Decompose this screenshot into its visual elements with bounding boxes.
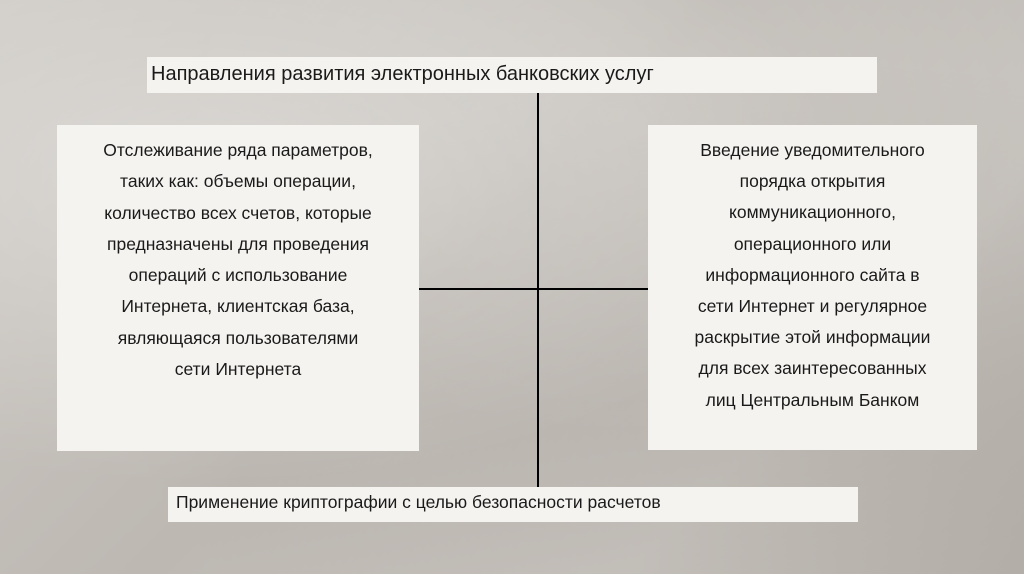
left-text-line: сети Интернета	[174, 359, 302, 380]
left-text-line: Отслеживание ряда параметров,	[103, 140, 373, 160]
right-text-line: лиц Центральным Банком	[705, 389, 920, 410]
left-text-line: предназначены для проведения	[107, 233, 369, 254]
left-text-line: количество всех счетов, которые	[104, 202, 372, 223]
bottom-direction-box	[168, 487, 858, 522]
left-direction-box	[57, 125, 419, 451]
left-text-line: операций с использование	[128, 265, 348, 286]
diagram-title-box	[147, 57, 877, 93]
right-direction-box	[648, 125, 977, 450]
right-text-line: коммуникационного,	[729, 202, 896, 223]
diagram-title: Направления развития электронных банковских услуг	[151, 63, 654, 85]
vertical-connector-line	[537, 93, 539, 489]
right-text-line: раскрытие этой информации	[694, 327, 931, 348]
right-text-line: для всех заинтересованных	[698, 358, 927, 379]
bottom-text: Применение криптографии с целью безопасности расчетов	[176, 492, 661, 512]
left-text-line: таких как: объемы операции,	[120, 171, 356, 192]
horizontal-connector-line	[419, 288, 649, 290]
right-text-line: порядка открытия	[739, 171, 886, 192]
left-text-line: Интернета, клиентская база,	[121, 296, 355, 317]
right-text-line: информационного сайта в	[705, 264, 920, 285]
right-text-line: Введение уведомительного	[700, 140, 925, 160]
right-text-line: операционного или	[733, 233, 892, 254]
right-text-line: сети Интернет и регулярное	[697, 296, 928, 317]
left-text-line: являющаяся пользователями	[117, 327, 359, 348]
